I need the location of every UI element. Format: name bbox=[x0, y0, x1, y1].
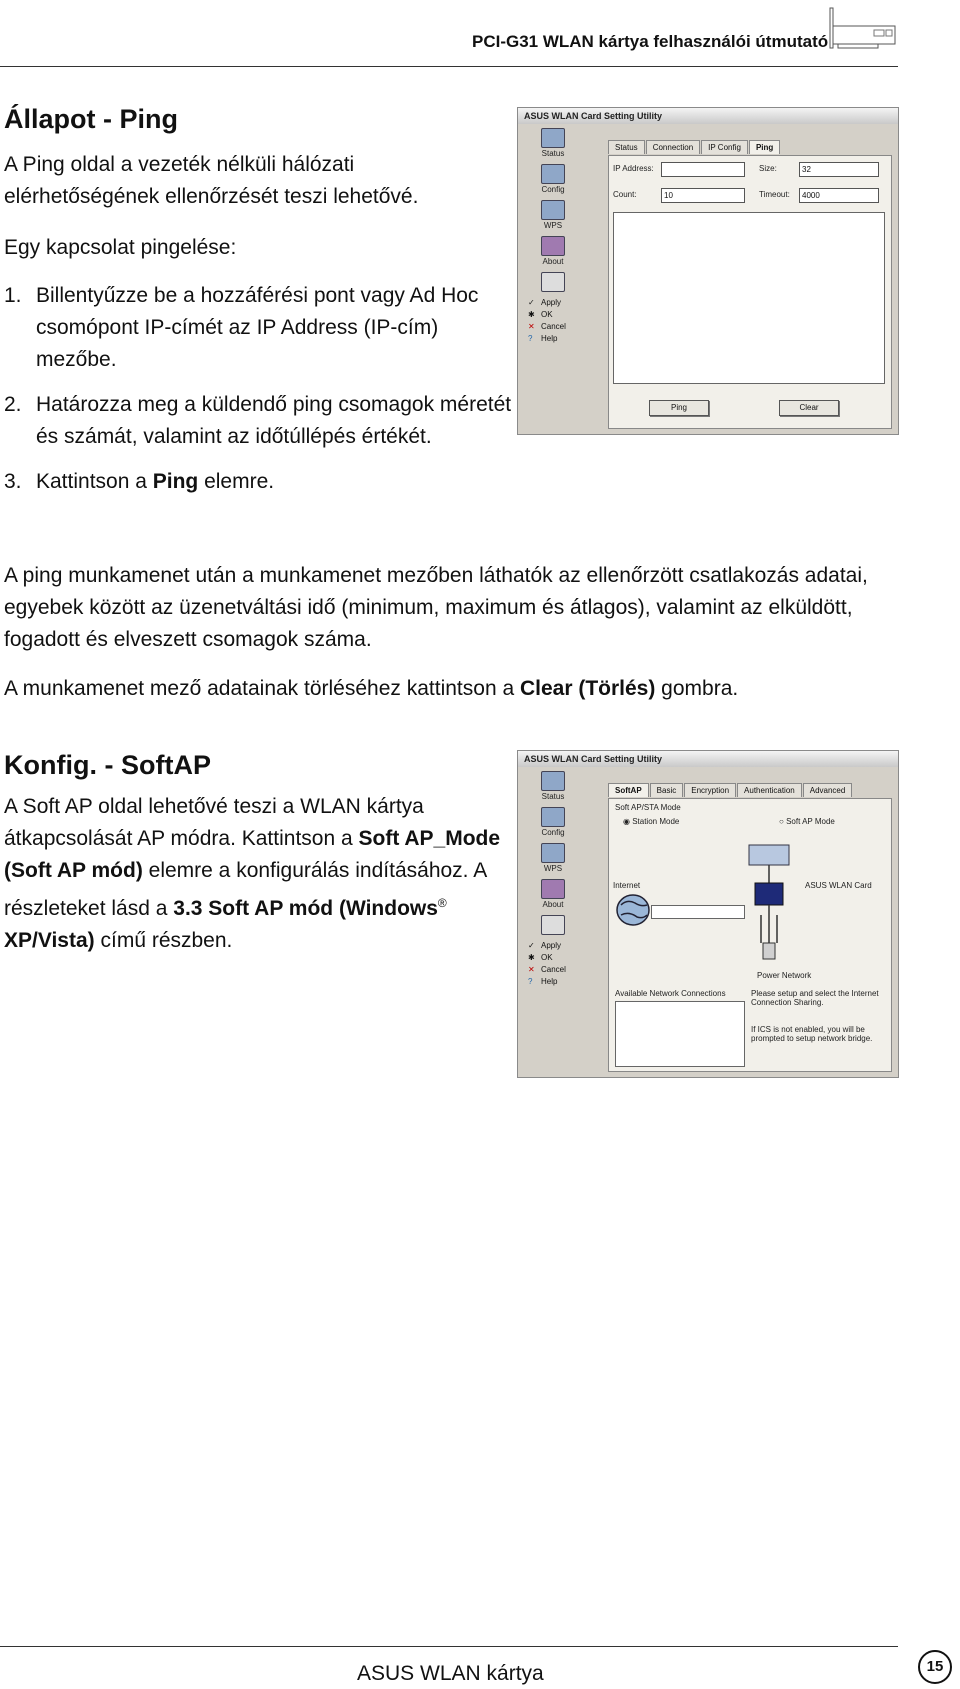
internet-label: Internet bbox=[613, 881, 641, 890]
check-icon: ✓ bbox=[528, 298, 535, 307]
sidebar-item-card[interactable] bbox=[522, 915, 584, 935]
ping-result-text: A ping munkamenet után a munkamenet mezőben láthatók az ellenőrzött csatlakozás adatai, egyebek között az üzenetváltási idő (minimum, maximum és átlagos), valamint az elküldött, fogadott és elveszett csomagok száma. bbox=[4, 564, 868, 651]
softap-tabs bbox=[608, 783, 853, 797]
sidebar-item-config[interactable]: Config bbox=[522, 807, 584, 837]
sidebar-item-status[interactable]: Status bbox=[522, 128, 584, 158]
step-2 bbox=[4, 389, 514, 453]
cancel-action[interactable]: ✕ Cancel bbox=[528, 965, 566, 974]
help-action[interactable]: ? Help bbox=[528, 334, 558, 343]
ping-tabs bbox=[608, 140, 781, 154]
tab-softap[interactable]: SoftAP bbox=[608, 783, 649, 797]
config-icon bbox=[541, 164, 565, 184]
ip-address-field[interactable] bbox=[661, 162, 745, 177]
network-diagram bbox=[745, 843, 805, 973]
session-output-box[interactable] bbox=[613, 212, 885, 384]
ping-clear-text: A munkamenet mező adatainak törléséhez kattintson a Clear (Törlés) gombra. bbox=[4, 677, 739, 700]
step-1 bbox=[4, 280, 514, 376]
softap-panel bbox=[608, 798, 892, 1072]
available-connections-label: Available Network Connections bbox=[615, 989, 726, 998]
step-text: Billentyűzze be a hozzáférési pont vagy Ad Hoc csomópont IP-címét az IP Address (IP-cím) mezőbe. bbox=[36, 284, 479, 371]
apply-action[interactable]: ✓ Apply bbox=[528, 941, 562, 950]
softap-heading: Konfig. - SoftAP bbox=[4, 750, 211, 780]
about-icon bbox=[541, 236, 565, 256]
softap-mode-radio[interactable]: ○ Soft AP Mode bbox=[779, 817, 835, 826]
tab-authentication[interactable]: Authentication bbox=[737, 783, 802, 797]
status-icon bbox=[541, 771, 565, 791]
utility-sidebar bbox=[522, 128, 584, 430]
wlan-device-label: ASUS WLAN Card bbox=[805, 881, 872, 890]
clear-button[interactable]: Clear bbox=[779, 400, 839, 416]
footer-rule bbox=[0, 1646, 898, 1647]
ip-address-label: IP Address: bbox=[613, 164, 654, 173]
ping-steps bbox=[4, 280, 514, 511]
step-number: 3. bbox=[4, 470, 22, 493]
step-text: Kattintson a Ping elemre. bbox=[36, 470, 275, 493]
check-icon: ✓ bbox=[528, 941, 535, 950]
ics-note: Please setup and select the Internet Connection Sharing. bbox=[751, 989, 879, 1007]
header-rule bbox=[0, 66, 898, 67]
card-icon bbox=[541, 915, 565, 935]
running-header: PCI-G31 WLAN kártya felhasználói útmutató bbox=[472, 32, 829, 51]
sidebar-item-card[interactable] bbox=[522, 272, 584, 292]
wps-icon bbox=[541, 843, 565, 863]
footer-title: ASUS WLAN kártya bbox=[357, 1662, 544, 1685]
page-number: 15 bbox=[918, 1650, 952, 1684]
tab-connection[interactable]: Connection bbox=[646, 140, 700, 154]
timeout-field[interactable]: 4000 bbox=[799, 188, 879, 203]
ping-panel bbox=[608, 155, 892, 429]
connection-dropdown[interactable] bbox=[651, 905, 745, 919]
ok-icon: ✱ bbox=[528, 310, 535, 319]
window-title: ASUS WLAN Card Setting Utility bbox=[518, 108, 898, 124]
ok-action[interactable]: ✱ OK bbox=[528, 310, 553, 319]
sidebar-item-about[interactable]: About bbox=[522, 236, 584, 266]
ping-heading: Állapot - Ping bbox=[4, 104, 178, 134]
sidebar-item-wps[interactable]: WPS bbox=[522, 200, 584, 230]
softap-utility-screenshot bbox=[517, 750, 899, 1078]
step-3 bbox=[4, 466, 514, 498]
ping-subheading: Egy kapcsolat pingelése: bbox=[4, 236, 237, 259]
tab-basic[interactable]: Basic bbox=[650, 783, 684, 797]
tab-status[interactable]: Status bbox=[608, 140, 645, 154]
tab-ip-config[interactable]: IP Config bbox=[701, 140, 748, 154]
help-icon: ? bbox=[528, 334, 533, 343]
utility-sidebar bbox=[522, 771, 584, 1073]
count-label: Count: bbox=[613, 190, 637, 199]
help-icon: ? bbox=[528, 977, 533, 986]
about-icon bbox=[541, 879, 565, 899]
wps-icon bbox=[541, 200, 565, 220]
step-number: 1. bbox=[4, 284, 22, 307]
step-number: 2. bbox=[4, 393, 22, 416]
radio-selected-icon: ◉ bbox=[623, 817, 633, 826]
cancel-icon: ✕ bbox=[528, 965, 535, 974]
sidebar-item-status[interactable]: Status bbox=[522, 771, 584, 801]
ping-utility-screenshot bbox=[517, 107, 899, 435]
sidebar-item-about[interactable]: About bbox=[522, 879, 584, 909]
tab-encryption[interactable]: Encryption bbox=[684, 783, 736, 797]
count-field[interactable]: 10 bbox=[661, 188, 745, 203]
radio-icon: ○ bbox=[779, 817, 787, 826]
sidebar-item-config[interactable]: Config bbox=[522, 164, 584, 194]
connections-list[interactable] bbox=[615, 1001, 745, 1067]
ping-intro: A Ping oldal a vezeték nélküli hálózati elérhetőségének ellenőrzését teszi lehetővé. bbox=[4, 153, 419, 208]
size-field[interactable]: 32 bbox=[799, 162, 879, 177]
bridge-note: If ICS is not enabled, you will be prompted to setup network bridge. bbox=[751, 1025, 873, 1043]
apply-action[interactable]: ✓ Apply bbox=[528, 298, 562, 307]
help-action[interactable]: ? Help bbox=[528, 977, 558, 986]
size-label: Size: bbox=[759, 164, 777, 173]
tab-ping[interactable]: Ping bbox=[749, 140, 780, 154]
config-icon bbox=[541, 807, 565, 827]
cancel-action[interactable]: ✕ Cancel bbox=[528, 322, 566, 331]
ok-action[interactable]: ✱ OK bbox=[528, 953, 553, 962]
step-text: Határozza meg a küldendő ping csomagok méretét és számát, valamint az időtúllépés értékét. bbox=[36, 393, 512, 448]
station-mode-radio[interactable]: ◉ Station Mode bbox=[623, 817, 680, 826]
tab-advanced[interactable]: Advanced bbox=[803, 783, 853, 797]
sidebar-item-wps[interactable]: WPS bbox=[522, 843, 584, 873]
globe-icon bbox=[613, 893, 655, 927]
mode-label: Soft AP/STA Mode bbox=[615, 803, 681, 812]
ping-button[interactable]: Ping bbox=[649, 400, 709, 416]
softap-text: A Soft AP oldal lehetővé teszi a WLAN kártya átkapcsolását AP módra. Kattintson a Soft AP_Mode (Soft AP mód) elemre a konfigurálás indításához. A részleteket lásd a 3.3 Soft AP mód (Windows® XP/Vista) című részben. bbox=[4, 795, 501, 952]
ok-icon: ✱ bbox=[528, 953, 535, 962]
card-icon bbox=[541, 272, 565, 292]
power-network-label: Power Network bbox=[757, 971, 812, 980]
timeout-label: Timeout: bbox=[759, 190, 790, 199]
window-title: ASUS WLAN Card Setting Utility bbox=[518, 751, 898, 767]
status-icon bbox=[541, 128, 565, 148]
wlan-card-icon bbox=[826, 6, 898, 50]
cancel-icon: ✕ bbox=[528, 322, 535, 331]
